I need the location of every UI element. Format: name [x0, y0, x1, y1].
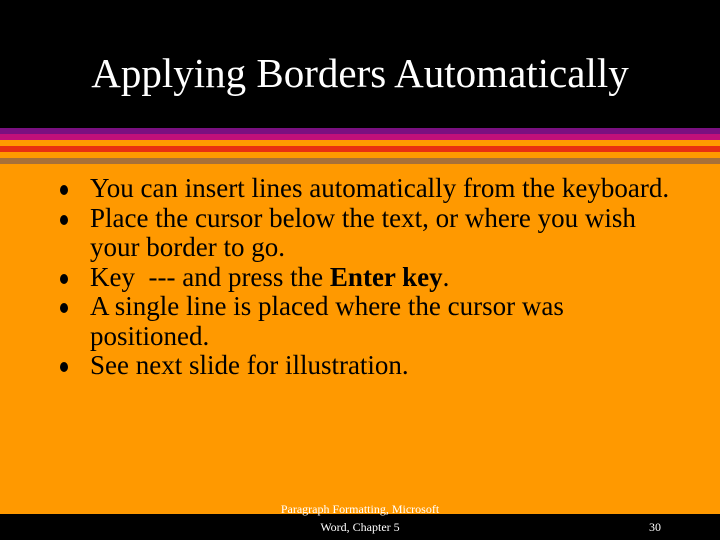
slide-title: Applying Borders Automatically: [91, 50, 629, 96]
bullet-text: You can insert lines automatically from the keyboard.: [90, 173, 670, 203]
bullet-dot-icon: [60, 185, 68, 195]
bullet-item: [60, 292, 680, 351]
bullet-list: [60, 174, 680, 381]
footer-line-1: Paragraph Formatting, Microsoft: [280, 502, 440, 516]
title-band: [0, 0, 720, 128]
bullet-bold-text: Enter key: [329, 261, 443, 292]
bullet-dot-icon: [60, 303, 68, 313]
footer-caption: [260, 500, 460, 536]
bullet-text: Key --- and press the: [90, 261, 330, 292]
bullet-text: A single line is placed where the cursor was positioned.: [90, 291, 564, 351]
bullet-text-end: .: [442, 261, 450, 292]
bullet-item: [60, 351, 680, 381]
bullet-item: [60, 174, 680, 204]
bullet-text: Place the cursor below the text, or where you wish your border to go.: [90, 202, 636, 262]
bullet-dot-icon: [60, 274, 68, 284]
page-number: 30: [649, 520, 661, 534]
bullet-dot-icon: [60, 215, 68, 225]
footer-line-2: Word, Chapter 5: [320, 520, 400, 534]
bullet-item: [60, 263, 680, 293]
bullet-text: See next slide for illustration.: [90, 350, 409, 380]
bullet-dot-icon: [60, 362, 68, 372]
slide-body: [0, 164, 720, 514]
bullet-item: [60, 204, 680, 263]
